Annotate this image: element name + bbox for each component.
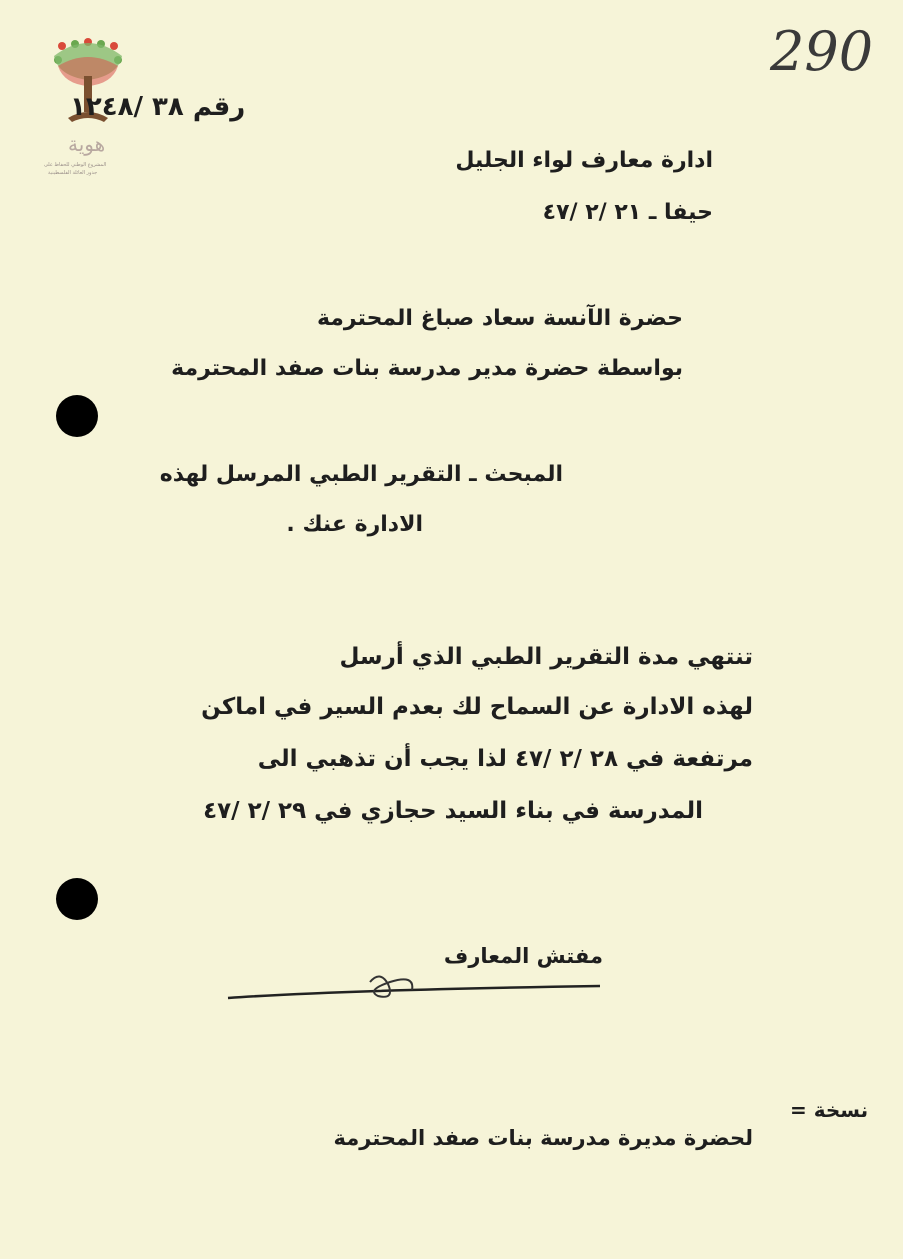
logo-name: هوية (68, 132, 106, 156)
logo-tagline-2: جذور العائلة الفلسطينية (48, 170, 98, 176)
reference-number: رقم ٣٨ /١٢٤٨ (70, 92, 246, 122)
body-line-3: مرتفعة في ٢٨ /٢ /٤٧ لذا يجب أن تذهبي الى (257, 746, 753, 772)
subject-line-2: الادارة عنك . (286, 512, 423, 537)
signature-scribble (220, 960, 620, 1020)
signature-title: مفتش المعارف (443, 944, 603, 968)
punch-hole-top (56, 395, 98, 437)
body-line-2: لهذه الادارة عن السماح لك بعدم السير في اماكن (201, 694, 753, 720)
body-line-4: المدرسة في بناء السيد حجازي في ٢٩ /٢ /٤٧ (203, 798, 703, 824)
copy-recipient: لحضرة مديرة مدرسة بنات صفد المحترمة (333, 1126, 753, 1150)
department-name: ادارة معارف لواء الجليل (455, 148, 713, 173)
page-number: 290 (770, 20, 874, 83)
addressee-line-2: بواسطة حضرة مدير مدرسة بنات صفد المحترمة (171, 356, 683, 381)
addressee-line-1: حضرة الآنسة سعاد صباغ المحترمة (316, 306, 683, 331)
logo-tagline-1: المشروع الوطني للحفاظ على (44, 162, 107, 168)
punch-hole-bottom (56, 878, 98, 920)
family-tree-icon (48, 36, 128, 146)
subject-line-1: المبحث ـ التقرير الطبي المرسل لهذه (159, 462, 563, 487)
place-date: حيفا ـ ٢١ /٢ /٤٧ (542, 200, 713, 225)
body-line-1: تنتهي مدة التقرير الطبي الذي أرسل (339, 644, 753, 670)
copy-label: نسخة = (790, 1098, 869, 1122)
